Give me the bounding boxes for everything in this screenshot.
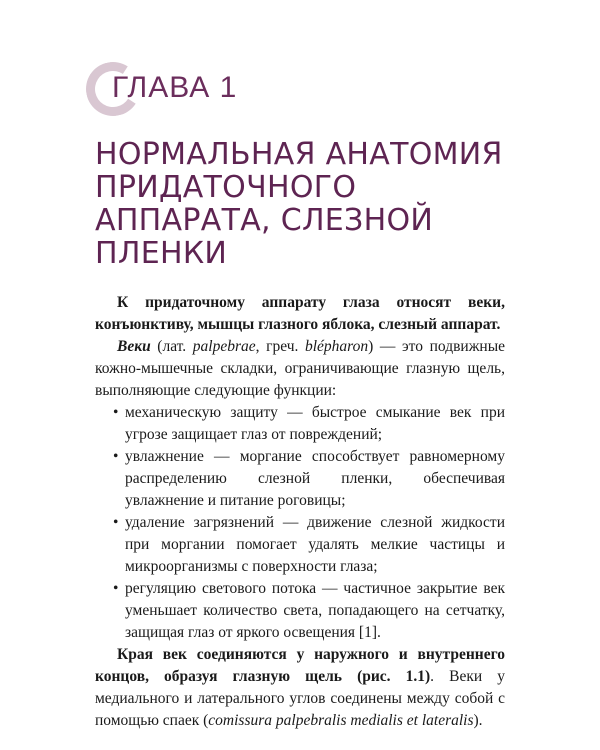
margins-text-end: ). xyxy=(473,712,483,729)
chapter-label: ГЛАВА 1 xyxy=(112,71,238,104)
chapter-title xyxy=(95,138,565,270)
eyelids-greek-prefix: , греч. xyxy=(255,338,305,355)
eyelids-latin-term: palpebrae xyxy=(192,338,256,355)
list-item-text: механическую защиту — быстрое смыкание век при угрозе защищает глаз от повреждений; xyxy=(125,404,505,443)
list-item xyxy=(95,578,505,644)
title-line: ПЛЕНКИ xyxy=(95,236,228,271)
margins-text: . Веки у медиального и латерального углов соединены между собой с помощью спаек ( xyxy=(95,668,505,729)
list-item-text: увлажнение — моргание способствует равномерному распределению слезной пленки, обеспечивая увлажнение и питание роговицы; xyxy=(125,448,505,509)
eyelids-paragraph xyxy=(95,336,505,402)
list-item xyxy=(95,402,505,446)
list-item-text: регуляцию светового потока — частичное закрытие век уменьшает количество света, попадающего на сетчатку, защищая глаз от яркого освещения [1]. xyxy=(125,580,505,641)
bullet-icon: • xyxy=(113,580,119,597)
bullet-icon: • xyxy=(113,514,119,531)
eyelids-definition: ) — это подвижные кожно-мышечные складки, ограничивающие глазную щель, выполняющие следующие функции: xyxy=(95,338,506,399)
functions-list xyxy=(95,402,505,644)
body-text xyxy=(95,292,505,732)
title-line: НОРМАЛЬНАЯ АНАТОМИЯ xyxy=(95,137,503,172)
title-line: ПРИДАТОЧНОГО xyxy=(95,170,357,205)
margins-latin-term: comissura palpebralis medialis et lateralis xyxy=(208,712,474,729)
title-line: АППАРАТА, СЛЕЗНОЙ xyxy=(95,203,434,238)
eyelids-term: Веки xyxy=(117,338,151,355)
bullet-icon: • xyxy=(113,404,119,421)
margins-bold-text: Края век соединяются у наружного и внутреннего концов, образуя глазную щель (рис. 1.1) xyxy=(95,646,505,685)
eyelids-lat-prefix: (лат. xyxy=(150,338,193,355)
bullet-icon: • xyxy=(113,448,119,465)
list-item xyxy=(95,446,505,512)
margins-paragraph xyxy=(95,644,505,732)
eyelids-greek-term: blépharon xyxy=(305,338,369,355)
list-item xyxy=(95,512,505,578)
intro-paragraph: К придаточному аппарату глаза относят веки, конъюнктиву, мышцы глазного яблока, слезный аппарат. xyxy=(95,294,505,333)
list-item-text: удаление загрязнений — движение слезной жидкости при моргании помогает удалять мелкие частицы и микроорганизмы с поверхности глаза; xyxy=(125,514,505,575)
